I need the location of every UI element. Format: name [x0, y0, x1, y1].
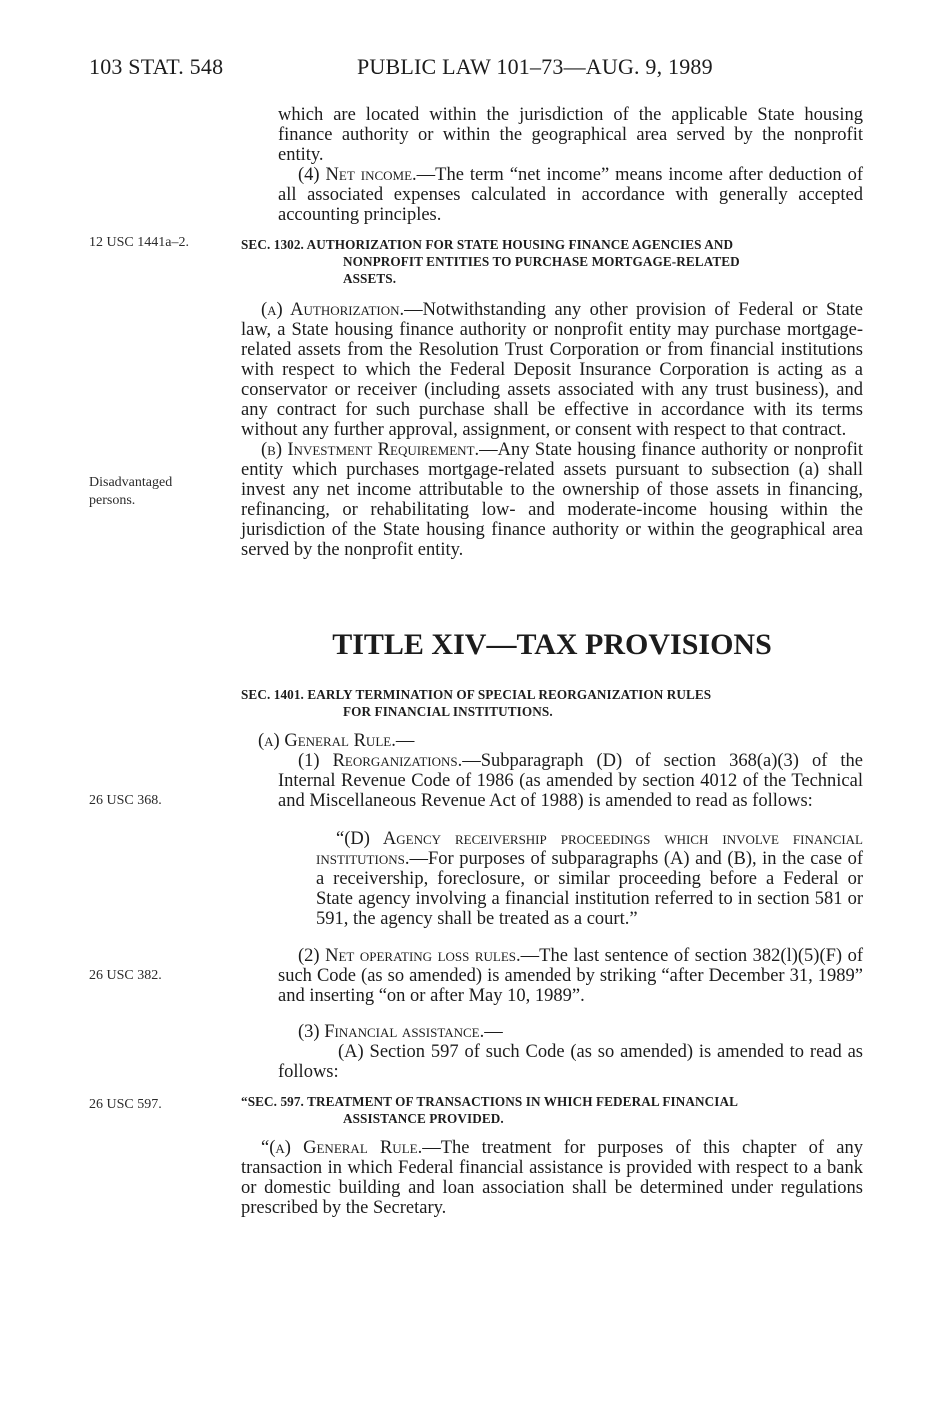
sec-597-general-rule-paragraph [241, 1138, 863, 1218]
sec-597-title-line1: TREATMENT OF TRANSACTIONS IN WHICH FEDERAL FINANCIAL [307, 1094, 739, 1109]
sec-597-number: “SEC. 597. [241, 1094, 304, 1109]
sec-597-general-rule-heading: “(a) General Rule. [261, 1138, 423, 1158]
continued-paragraph [278, 105, 863, 225]
authorization-paragraph [241, 300, 863, 560]
investment-requirement-text: —Any State housing finance authority or nonprofit entity which purchases mortgage-related assets pursuant to subsection (a) shall invest any net income attributable to the ownership of those assets in financing, refinancing, or rehabilitating low- and moderate-income housing within the jurisdiction of the State housing finance authority or within the geographical area served by the nonprofit entity. [241, 440, 863, 560]
authorization-heading: (a) Authorization. [261, 300, 405, 320]
sec-1401-title-line1: EARLY TERMINATION OF SPECIAL REORGANIZATION RULES [307, 687, 712, 702]
agency-receivership-paragraph [316, 829, 863, 929]
net-operating-loss-heading: (2) Net operating loss rules. [298, 946, 521, 966]
general-rule-heading [258, 731, 863, 751]
sec-1302-number: SEC. 1302. [241, 237, 304, 252]
reorganizations-heading: (1) Reorganizations. [298, 751, 463, 771]
title-xiv-heading: TITLE XIV—TAX PROVISIONS [332, 628, 772, 661]
net-income-heading: (4) Net income. [298, 165, 417, 185]
general-rule-label: (a) General Rule.— [258, 731, 415, 751]
running-title: PUBLIC LAW 101–73—AUG. 9, 1989 [357, 54, 713, 79]
sec-1401-title-line2: FOR FINANCIAL INSTITUTIONS. [343, 704, 553, 719]
margin-note-26-usc-597: 26 USC 597. [89, 1097, 162, 1112]
agency-receivership-text: —For purposes of subparagraphs (A) and (B), in the case of a receivership, foreclosure, or similar proceeding before a Federal or State agency involving a financial institution referred to in section 581 or 591, the agency shall be treated as a court.” [316, 849, 863, 929]
page-reference: 103 STAT. 548 [89, 54, 224, 79]
margin-note-12-usc-1441a-2: 12 USC 1441a–2. [89, 235, 189, 250]
margin-note-26-usc-382: 26 USC 382. [89, 968, 162, 983]
investment-requirement-heading: (b) Investment Requirement. [261, 440, 480, 460]
sec-597-title-line2: ASSISTANCE PROVIDED. [343, 1111, 504, 1126]
agency-receivership-heading: “(D) Agency receivership proceedings which involve financial institutions. [316, 829, 863, 869]
net-operating-loss-text: —The last sentence of section 382(l)(5)(F) of such Code (as so amended) is amended by striking “after December 31, 1989” and inserting “on or after May 10, 1989”. [278, 946, 863, 1006]
margin-note-26-usc-368: 26 USC 368. [89, 793, 162, 808]
continuation-text: which are located within the jurisdiction of the applicable State housing finance authority or within the geographical area served by the nonprofit entity. [278, 105, 863, 165]
sec-1302-title-line1: AUTHORIZATION FOR STATE HOUSING FINANCE AGENCIES AND [306, 237, 734, 252]
section-597-amendment-text: (A) Section 597 of such Code (as so amended) is amended to read as follows: [278, 1042, 863, 1082]
authorization-text: —Notwithstanding any other provision of Federal or State law, a State housing finance authority or nonprofit entity may purchase mortgage-related assets from the Resolution Trust Corporation or from financial institutions with respect to which the Federal Deposit Insurance Corporation is acting as a conservator or receiver (including assets associated with any trust business), and any contract for such purchase shall be effective in accordance with its terms without any further approval, assignment, or consent with respect to that contract. [241, 300, 864, 440]
sec-1302-title-line3: ASSETS. [343, 271, 397, 286]
sec-597-heading [241, 1093, 863, 1127]
section-597-amendment [278, 1042, 863, 1082]
margin-note-disadvantaged-persons: Disadvantaged persons. [89, 475, 173, 508]
net-operating-loss-paragraph [278, 946, 863, 1006]
sec-1401-number: SEC. 1401. [241, 687, 304, 702]
financial-assistance-heading [298, 1022, 863, 1042]
sec-1401-heading [241, 686, 863, 720]
net-income-text: —The term “net income” means income after deduction of all associated expenses calculated in accordance with generally accepted accounting principles. [278, 165, 863, 225]
sec-1302-heading [241, 236, 863, 287]
financial-assistance-label: (3) Financial assistance.— [298, 1022, 503, 1042]
reorganizations-text: —Subparagraph (D) of section 368(a)(3) of the Internal Revenue Code of 1986 (as amended by section 4012 of the Technical and Miscellaneous Revenue Act of 1988) is amended to read as follows: [278, 751, 863, 811]
sec-1302-title-line2: NONPROFIT ENTITIES TO PURCHASE MORTGAGE-RELATED [343, 254, 740, 269]
sec-597-general-rule-text: —The treatment for purposes of this chapter of any transaction in which Federal financial assistance is provided with respect to a bank or domestic building and loan association shall be determined under regulations prescribed by the Secretary. [241, 1138, 863, 1218]
reorganizations-paragraph [278, 751, 863, 811]
net-income-paragraph [278, 165, 863, 225]
